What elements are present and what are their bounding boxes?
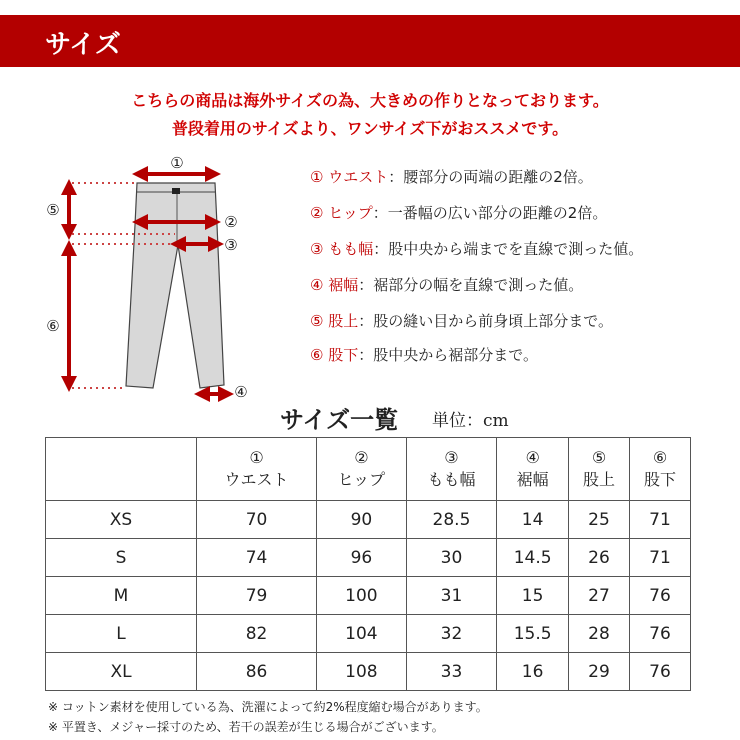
column-header: ① ウエスト	[197, 438, 317, 501]
size-cell: S	[46, 539, 197, 577]
column-header: ⑥ 股下	[629, 438, 690, 501]
value-cell: 32	[406, 615, 497, 653]
value-cell: 15	[497, 577, 569, 615]
value-cell: 108	[317, 653, 407, 691]
note-2: ※ 平置き、メジャー採寸のため、若干の誤差が生じる場合がございます。	[48, 720, 444, 734]
value-cell: 14.5	[497, 539, 569, 577]
marker-1: ①	[170, 154, 184, 172]
value-cell: 70	[197, 501, 317, 539]
legend-item: ⑤ 股上：股の縫い目から前身頃上部分まで。	[310, 312, 613, 330]
legend-item: ③ もも幅：股中央から端までを直線で測った値。	[310, 240, 644, 258]
size-cell: L	[46, 615, 197, 653]
pants-diagram	[0, 150, 300, 410]
notice-line-1: こちらの商品は海外サイズの為、大きめの作りとなっております。	[131, 91, 609, 110]
page-title: サイズ	[45, 30, 121, 60]
value-cell: 33	[406, 653, 497, 691]
table-row	[46, 615, 691, 653]
value-cell: 76	[629, 577, 690, 615]
marker-5: ⑤	[46, 201, 60, 219]
value-cell: 31	[406, 577, 497, 615]
value-cell: 104	[317, 615, 407, 653]
table-row	[46, 539, 691, 577]
table-row	[46, 501, 691, 539]
header-row	[46, 438, 691, 501]
value-cell: 25	[569, 501, 630, 539]
header-banner	[0, 15, 740, 67]
value-cell: 16	[497, 653, 569, 691]
value-cell: 14	[497, 501, 569, 539]
value-cell: 79	[197, 577, 317, 615]
column-header: ⑤ 股上	[569, 438, 630, 501]
marker-2: ②	[224, 213, 238, 231]
value-cell: 28	[569, 615, 630, 653]
notice-line-2: 普段着用のサイズより、ワンサイズ下がおススメです。	[171, 119, 569, 138]
value-cell: 71	[629, 501, 690, 539]
value-cell: 82	[197, 615, 317, 653]
legend-item: ② ヒップ：一番幅の広い部分の距離の2倍。	[310, 204, 608, 222]
value-cell: 71	[629, 539, 690, 577]
size-cell: XS	[46, 501, 197, 539]
size-cell: XL	[46, 653, 197, 691]
size-cell: M	[46, 577, 197, 615]
marker-6: ⑥	[46, 317, 60, 335]
marker-3: ③	[224, 236, 238, 254]
table-row	[46, 653, 691, 691]
marker-4: ④	[234, 383, 248, 401]
legend-item: ① ウエスト：腰部分の両端の距離の2倍。	[310, 168, 593, 186]
value-cell: 96	[317, 539, 407, 577]
value-cell: 30	[406, 539, 497, 577]
table-row	[46, 577, 691, 615]
value-cell: 86	[197, 653, 317, 691]
table-title: サイズ一覧	[280, 406, 399, 434]
value-cell: 29	[569, 653, 630, 691]
value-cell: 100	[317, 577, 407, 615]
value-cell: 76	[629, 615, 690, 653]
column-header: ④ 裾幅	[497, 438, 569, 501]
corner-cell	[46, 438, 197, 501]
value-cell: 76	[629, 653, 690, 691]
column-header: ② ヒップ	[317, 438, 407, 501]
value-cell: 15.5	[497, 615, 569, 653]
value-cell: 90	[317, 501, 407, 539]
column-header: ③ もも幅	[406, 438, 497, 501]
value-cell: 28.5	[406, 501, 497, 539]
value-cell: 26	[569, 539, 630, 577]
size-table	[45, 437, 691, 691]
value-cell: 27	[569, 577, 630, 615]
pants-icon	[126, 183, 224, 388]
unit-label: 単位：cm	[432, 411, 509, 431]
value-cell: 74	[197, 539, 317, 577]
note-1: ※ コットン素材を使用している為、洗濯によって約2%程度縮む場合があります。	[48, 700, 488, 714]
legend-item: ④ 裾幅：裾部分の幅を直線で測った値。	[310, 276, 584, 294]
legend-item: ⑥ 股下：股中央から裾部分まで。	[310, 346, 538, 364]
